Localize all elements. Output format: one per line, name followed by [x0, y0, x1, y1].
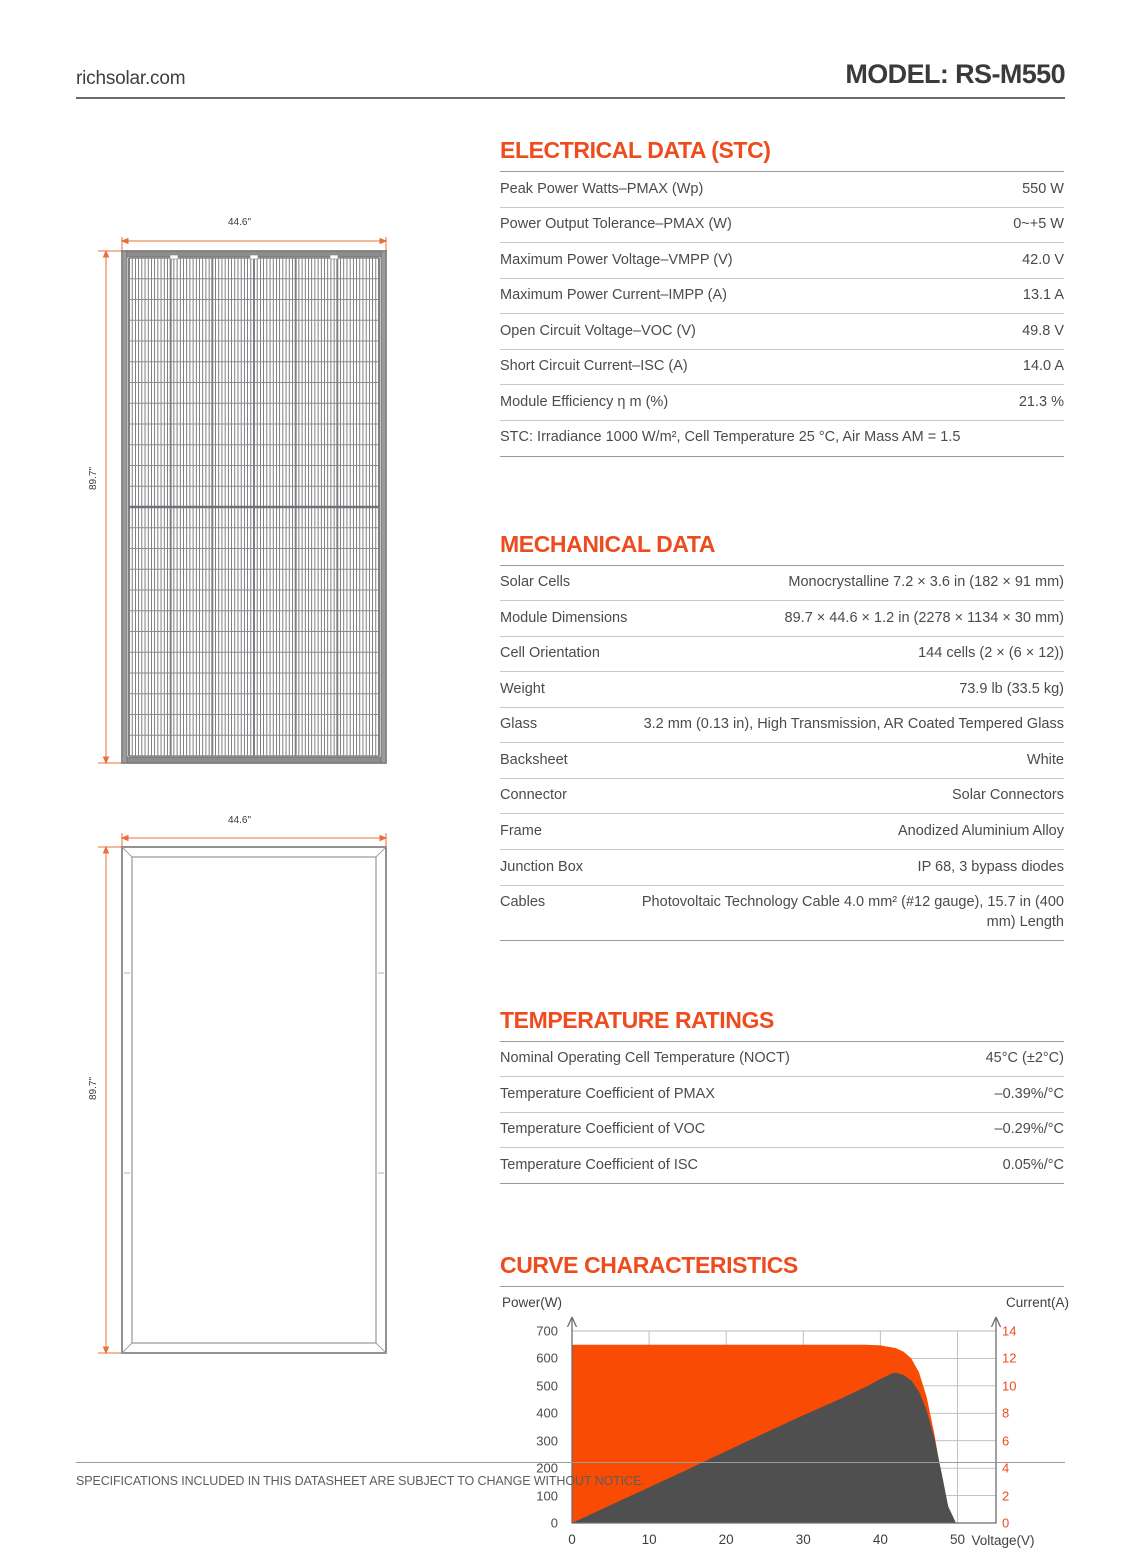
spec-value: 49.8 V — [1022, 322, 1064, 339]
table-row — [500, 1041, 1064, 1077]
spec-value: –0.39%/°C — [994, 1085, 1064, 1102]
spec-value: 21.3 % — [1018, 393, 1064, 410]
table-row — [500, 601, 1064, 637]
spec-value: 14.0 A — [1022, 358, 1064, 375]
spec-value: White — [1026, 751, 1064, 768]
chart-y-tick: 100 — [536, 1488, 558, 1503]
spec-value: Photovoltaic Technology Cable 4.0 mm² (#12 gauge), 15.7 in (400 mm) Length — [641, 894, 1064, 930]
spec-label: Maximum Power Voltage–VMPP (V) — [500, 251, 733, 268]
spec-label: Peak Power Watts–PMAX (Wp) — [500, 180, 704, 197]
chart-y2-axis-label: Current(A) — [1006, 1294, 1070, 1310]
table-note-row — [500, 420, 1064, 456]
table-row — [500, 636, 1064, 672]
back-width-dimension-label: 44.6" — [228, 815, 252, 826]
chart-y2-tick: 12 — [1002, 1350, 1017, 1366]
spec-label: Cell Orientation — [500, 645, 600, 662]
page-footer — [76, 1462, 1065, 1488]
spec-value: 0.05%/°C — [1002, 1156, 1064, 1173]
spec-label: Connector — [500, 787, 567, 804]
chart-y2-tick: 4 — [1002, 1460, 1010, 1476]
site-url: richsolar.com — [76, 68, 186, 89]
table-row — [500, 1077, 1064, 1113]
table-row — [500, 1148, 1064, 1184]
spec-value: 45°C (±2°C) — [985, 1050, 1064, 1067]
spec-label: Module Efficiency η m (%) — [500, 393, 669, 410]
back-view-svg — [76, 805, 416, 1385]
spec-value: 73.9 lb (33.5 kg) — [959, 680, 1064, 697]
spec-value: 89.7 × 44.6 × 1.2 in (2278 × 1134 × 30 mm) — [784, 609, 1064, 626]
front-width-dimension-label: 44.6" — [228, 217, 252, 228]
table-row — [500, 172, 1064, 208]
table-row — [500, 778, 1064, 814]
chart-y-tick: 300 — [536, 1433, 558, 1449]
electrical-data-title: ELECTRICAL DATA (STC) — [500, 137, 771, 163]
front-view-svg — [76, 215, 416, 785]
temperature-ratings-table — [500, 1041, 1064, 1184]
chart-x-tick: 30 — [795, 1531, 811, 1547]
spec-value: 13.1 A — [1022, 287, 1064, 304]
spec-value: Anodized Aluminium Alloy — [897, 822, 1064, 839]
spec-label: Frame — [500, 822, 542, 839]
mechanical-data-title: MECHANICAL DATA — [500, 530, 716, 557]
table-row — [500, 1112, 1064, 1148]
table-row — [500, 672, 1064, 708]
spec-label: Nominal Operating Cell Temperature (NOCT) — [500, 1050, 790, 1067]
spec-value: Solar Connectors — [951, 787, 1064, 804]
spec-label: Junction Box — [500, 858, 584, 875]
front-view-drawing — [76, 215, 416, 785]
section-curve-characteristics — [500, 1251, 1070, 1555]
chart-y2-tick: 6 — [1002, 1433, 1010, 1449]
table-row — [500, 278, 1064, 314]
table-row — [500, 349, 1064, 385]
spec-label: Power Output Tolerance–PMAX (W) — [500, 216, 732, 233]
chart-x-tick: 20 — [718, 1531, 734, 1547]
chart-y2-tick: 8 — [1002, 1405, 1010, 1421]
table-row — [500, 243, 1064, 279]
table-row — [500, 885, 1064, 940]
chart-plot-area — [572, 1331, 996, 1523]
footer-disclaimer: SPECIFICATIONS INCLUDED IN THIS DATASHEET ARE SUBJECT TO CHANGE WITHOUT NOTICE. — [76, 1474, 645, 1488]
curve-divider — [500, 1286, 1064, 1287]
curve-characteristics-title: CURVE CHARACTERISTICS — [500, 1251, 798, 1278]
spacer-electrical-mechanical — [500, 457, 1064, 531]
stc-note: STC: Irradiance 1000 W/m², Cell Temperature 25 °C, Air Mass AM = 1.5 — [500, 429, 961, 446]
chart-y-tick: 200 — [536, 1460, 558, 1476]
spec-label: Open Circuit Voltage–VOC (V) — [500, 322, 696, 339]
table-row — [500, 707, 1064, 743]
table-row — [500, 565, 1064, 601]
back-height-dimension-label: 89.7" — [88, 1076, 99, 1100]
chart-y2-tick: 10 — [1002, 1378, 1017, 1394]
mechanical-data-table — [500, 565, 1064, 941]
spec-value: IP 68, 3 bypass diodes — [917, 858, 1064, 875]
chart-x-tick: 10 — [641, 1531, 657, 1547]
specs-column — [500, 137, 1070, 1555]
model-title: MODEL: RS-M550 — [845, 59, 1065, 89]
table-row — [500, 385, 1064, 421]
temperature-ratings-title: TEMPERATURE RATINGS — [500, 1006, 774, 1033]
spacer-temperature-curve — [500, 1184, 1064, 1252]
spec-label: Temperature Coefficient of ISC — [500, 1156, 698, 1173]
table-row — [500, 207, 1064, 243]
chart-x-axis-label: Voltage(V) — [971, 1532, 1035, 1548]
section-temperature-ratings — [500, 1007, 1064, 1184]
spec-value: 42.0 V — [1022, 251, 1064, 268]
spec-label: Short Circuit Current–ISC (A) — [500, 358, 688, 375]
electrical-data-table — [500, 171, 1064, 457]
chart-x-tick: 50 — [949, 1531, 965, 1547]
front-height-dimension-label: 89.7" — [88, 466, 99, 490]
spec-value: 550 W — [1022, 180, 1064, 197]
spec-label: Weight — [500, 680, 545, 697]
spec-label: Module Dimensions — [500, 609, 628, 626]
spec-value: 3.2 mm (0.13 in), High Transmission, AR Coated Tempered Glass — [643, 716, 1064, 733]
spec-value: –0.29%/°C — [994, 1121, 1064, 1138]
spec-label: Maximum Power Current–IMPP (A) — [500, 287, 727, 304]
table-row — [500, 743, 1064, 779]
chart-y-axis-label: Power(W) — [502, 1294, 562, 1310]
spec-value: 0~+5 W — [1013, 216, 1064, 233]
spec-label: Solar Cells — [500, 574, 571, 590]
table-row — [500, 814, 1064, 850]
spec-label: Cables — [500, 894, 546, 911]
spec-label: Temperature Coefficient of VOC — [500, 1121, 706, 1138]
section-mechanical-data — [500, 531, 1064, 941]
chart-y-tick: 400 — [536, 1405, 558, 1421]
section-electrical-data — [500, 137, 1064, 457]
chart-y-tick: 700 — [536, 1323, 558, 1339]
chart-y2-tick: 14 — [1002, 1323, 1017, 1339]
chart-x-tick: 0 — [568, 1531, 576, 1547]
spec-label: Glass — [500, 716, 538, 733]
spacer-mechanical-temperature — [500, 941, 1064, 1007]
chart-y-tick: 600 — [536, 1350, 558, 1366]
iv-pv-curve-chart — [500, 1294, 1070, 1555]
chart-y-tick: 500 — [536, 1378, 558, 1394]
chart-y-tick: 0 — [550, 1515, 558, 1531]
back-view-drawing — [76, 805, 416, 1385]
page-header — [76, 55, 1065, 99]
chart-x-tick: 40 — [872, 1531, 888, 1547]
spec-value: Monocrystalline 7.2 × 3.6 in (182 × 91 mm) — [788, 574, 1064, 590]
chart-y2-tick: 0 — [1002, 1515, 1010, 1531]
spec-label: Temperature Coefficient of PMAX — [500, 1085, 715, 1102]
spec-value: 144 cells (2 × (6 × 12)) — [918, 645, 1064, 662]
spec-label: Backsheet — [500, 751, 568, 768]
table-row — [500, 314, 1064, 350]
table-row — [500, 850, 1064, 886]
chart-y2-tick: 2 — [1002, 1488, 1010, 1503]
